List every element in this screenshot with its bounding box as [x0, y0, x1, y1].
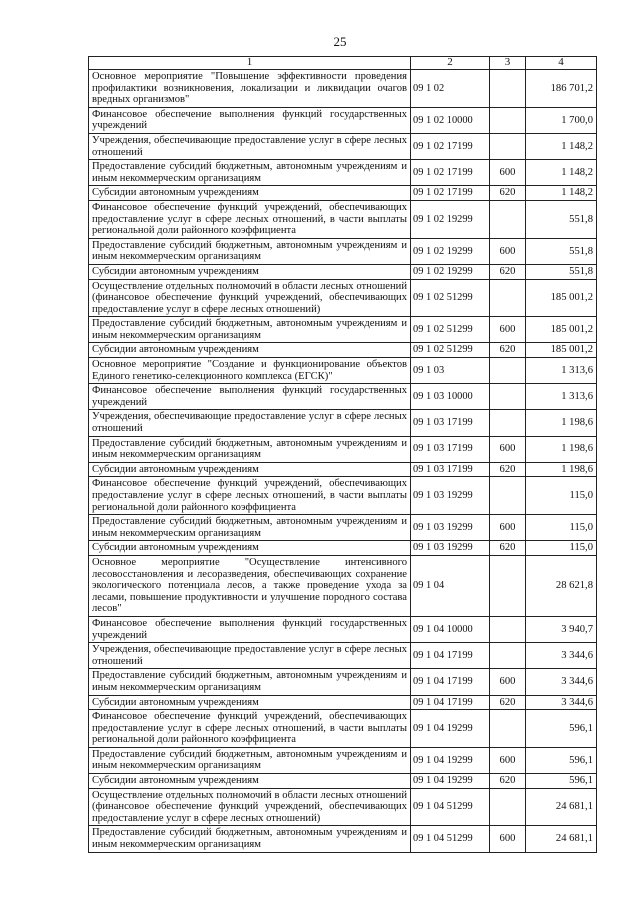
table-row	[89, 264, 597, 279]
row-description: Предоставление субсидий бюджетным, автономным учреждениям и иным некоммерческим организациям	[89, 515, 411, 541]
row-amount: 596,1	[526, 710, 597, 748]
row-code: 09 1 04 19299	[411, 774, 490, 789]
row-code: 09 1 03 19299	[411, 515, 490, 541]
table-row	[89, 317, 597, 343]
row-code: 09 1 02 51299	[411, 317, 490, 343]
row-type-code: 600	[490, 317, 526, 343]
row-code: 09 1 03 17199	[411, 462, 490, 477]
row-description: Учреждения, обеспечивающие предоставление услуг в сфере лесных отношений	[89, 133, 411, 159]
row-description: Основное мероприятие "Осуществление интенсивного лесовосстановления и лесоразведения, обеспечивающих сохранение экологического потенциала лесов, а также проведение ухода за лесами, повышение продуктивности и улучшение породного состава лесов"	[89, 555, 411, 616]
row-amount: 551,8	[526, 200, 597, 238]
row-description: Предоставление субсидий бюджетным, автономным учреждениям и иным некоммерческим организациям	[89, 747, 411, 773]
row-description: Осуществление отдельных полномочий в области лесных отношений (финансовое обеспечение функций учреждений, обеспечивающих предоставление услуг в сфере лесных отношений)	[89, 788, 411, 826]
row-description: Учреждения, обеспечивающие предоставление услуг в сфере лесных отношений	[89, 410, 411, 436]
table-row	[89, 107, 597, 133]
row-description: Субсидии автономным учреждениям	[89, 343, 411, 358]
table-body	[89, 70, 597, 853]
table-row	[89, 200, 597, 238]
row-description: Финансовое обеспечение функций учреждений, обеспечивающих предоставление услуг в сфере лесных отношений, в части выплаты региональной доли районного коэффициента	[89, 477, 411, 515]
table-row	[89, 238, 597, 264]
row-description: Субсидии автономным учреждениям	[89, 541, 411, 556]
row-type-code: 620	[490, 264, 526, 279]
row-type-code	[490, 710, 526, 748]
budget-table	[88, 56, 597, 853]
table-row	[89, 555, 597, 616]
table-row	[89, 358, 597, 384]
row-amount: 115,0	[526, 515, 597, 541]
row-code: 09 1 02 17199	[411, 133, 490, 159]
header-col-4: 4	[526, 57, 597, 70]
table-row	[89, 747, 597, 773]
table-header	[89, 57, 597, 70]
row-code: 09 1 03 19299	[411, 477, 490, 515]
row-type-code	[490, 133, 526, 159]
table-row	[89, 436, 597, 462]
row-amount: 185 001,2	[526, 279, 597, 317]
row-amount: 1 198,6	[526, 436, 597, 462]
row-amount: 24 681,1	[526, 826, 597, 852]
row-amount: 1 313,6	[526, 384, 597, 410]
header-col-2: 2	[411, 57, 490, 70]
row-amount: 185 001,2	[526, 343, 597, 358]
row-amount: 115,0	[526, 541, 597, 556]
row-amount: 551,8	[526, 238, 597, 264]
row-code: 09 1 03 17199	[411, 436, 490, 462]
row-description: Субсидии автономным учреждениям	[89, 264, 411, 279]
row-amount: 1 148,2	[526, 133, 597, 159]
row-amount: 596,1	[526, 774, 597, 789]
row-amount: 1 198,6	[526, 462, 597, 477]
row-description: Основное мероприятие "Создание и функционирование объектов Единого генетико-селекционного комплекса (ЕГСК)"	[89, 358, 411, 384]
row-code: 09 1 02 19299	[411, 264, 490, 279]
table-row	[89, 515, 597, 541]
row-amount: 3 344,6	[526, 669, 597, 695]
table-row	[89, 186, 597, 201]
row-type-code	[490, 477, 526, 515]
row-code: 09 1 03 10000	[411, 384, 490, 410]
row-type-code: 600	[490, 160, 526, 186]
row-code: 09 1 04 19299	[411, 747, 490, 773]
header-col-1: 1	[89, 57, 411, 70]
row-type-code	[490, 643, 526, 669]
table-row	[89, 410, 597, 436]
row-type-code: 620	[490, 343, 526, 358]
row-code: 09 1 02 51299	[411, 343, 490, 358]
row-description: Предоставление субсидий бюджетным, автономным учреждениям и иным некоммерческим организациям	[89, 436, 411, 462]
row-code: 09 1 04 17199	[411, 669, 490, 695]
table-row	[89, 826, 597, 852]
row-description: Предоставление субсидий бюджетным, автономным учреждениям и иным некоммерческим организациям	[89, 826, 411, 852]
row-code: 09 1 02 19299	[411, 200, 490, 238]
row-description: Финансовое обеспечение выполнения функций государственных учреждений	[89, 616, 411, 642]
row-code: 09 1 03 19299	[411, 541, 490, 556]
row-code: 09 1 04 17199	[411, 643, 490, 669]
row-description: Основное мероприятие "Повышение эффективности проведения профилактики возникновения, локализации и ликвидации очагов вредных организмов"	[89, 70, 411, 108]
row-code: 09 1 02	[411, 70, 490, 108]
row-type-code: 620	[490, 774, 526, 789]
row-type-code: 600	[490, 515, 526, 541]
row-code: 09 1 04 51299	[411, 826, 490, 852]
row-amount: 1 148,2	[526, 186, 597, 201]
table-row	[89, 774, 597, 789]
row-type-code	[490, 70, 526, 108]
row-amount: 28 621,8	[526, 555, 597, 616]
row-type-code	[490, 410, 526, 436]
row-code: 09 1 04 17199	[411, 695, 490, 710]
row-description: Предоставление субсидий бюджетным, автономным учреждениям и иным некоммерческим организациям	[89, 317, 411, 343]
row-amount: 185 001,2	[526, 317, 597, 343]
row-type-code	[490, 616, 526, 642]
row-description: Субсидии автономным учреждениям	[89, 695, 411, 710]
row-description: Финансовое обеспечение выполнения функций государственных учреждений	[89, 107, 411, 133]
row-code: 09 1 02 19299	[411, 238, 490, 264]
table-row	[89, 695, 597, 710]
row-amount: 3 940,7	[526, 616, 597, 642]
row-code: 09 1 02 51299	[411, 279, 490, 317]
row-type-code	[490, 384, 526, 410]
row-description: Финансовое обеспечение функций учреждений, обеспечивающих предоставление услуг в сфере лесных отношений, в части выплаты региональной доли районного коэффициента	[89, 200, 411, 238]
row-amount: 115,0	[526, 477, 597, 515]
table-row	[89, 541, 597, 556]
row-description: Предоставление субсидий бюджетным, автономным учреждениям и иным некоммерческим организациям	[89, 160, 411, 186]
row-amount: 551,8	[526, 264, 597, 279]
row-amount: 1 313,6	[526, 358, 597, 384]
row-amount: 1 148,2	[526, 160, 597, 186]
table-row	[89, 384, 597, 410]
row-code: 09 1 04 19299	[411, 710, 490, 748]
row-code: 09 1 04	[411, 555, 490, 616]
table-row	[89, 343, 597, 358]
row-code: 09 1 04 51299	[411, 788, 490, 826]
table-row	[89, 160, 597, 186]
row-type-code	[490, 107, 526, 133]
row-amount: 3 344,6	[526, 643, 597, 669]
row-type-code	[490, 788, 526, 826]
row-description: Учреждения, обеспечивающие предоставление услуг в сфере лесных отношений	[89, 643, 411, 669]
row-description: Финансовое обеспечение функций учреждений, обеспечивающих предоставление услуг в сфере лесных отношений, в части выплаты региональной доли районного коэффициента	[89, 710, 411, 748]
table-row	[89, 279, 597, 317]
row-amount: 24 681,1	[526, 788, 597, 826]
row-type-code	[490, 200, 526, 238]
row-description: Субсидии автономным учреждениям	[89, 186, 411, 201]
table-row	[89, 643, 597, 669]
row-type-code: 600	[490, 436, 526, 462]
table-row	[89, 616, 597, 642]
row-description: Субсидии автономным учреждениям	[89, 774, 411, 789]
row-description: Субсидии автономным учреждениям	[89, 462, 411, 477]
row-code: 09 1 04 10000	[411, 616, 490, 642]
row-type-code: 600	[490, 747, 526, 773]
row-code: 09 1 03	[411, 358, 490, 384]
row-type-code: 600	[490, 826, 526, 852]
row-type-code	[490, 279, 526, 317]
table-row	[89, 477, 597, 515]
row-type-code	[490, 358, 526, 384]
row-type-code: 620	[490, 462, 526, 477]
table-row	[89, 710, 597, 748]
row-amount: 596,1	[526, 747, 597, 773]
table-row	[89, 70, 597, 108]
row-type-code: 600	[490, 238, 526, 264]
page-number: 25	[333, 34, 347, 49]
row-description: Финансовое обеспечение выполнения функций государственных учреждений	[89, 384, 411, 410]
row-description: Предоставление субсидий бюджетным, автономным учреждениям и иным некоммерческим организациям	[89, 669, 411, 695]
row-amount: 1 198,6	[526, 410, 597, 436]
row-amount: 1 700,0	[526, 107, 597, 133]
header-col-3: 3	[490, 57, 526, 70]
table-row	[89, 788, 597, 826]
row-type-code: 620	[490, 695, 526, 710]
row-code: 09 1 02 17199	[411, 160, 490, 186]
table-row	[89, 462, 597, 477]
row-description: Предоставление субсидий бюджетным, автономным учреждениям и иным некоммерческим организациям	[89, 238, 411, 264]
row-amount: 3 344,6	[526, 695, 597, 710]
row-description: Осуществление отдельных полномочий в области лесных отношений (финансовое обеспечение функций учреждений, обеспечивающих предоставление услуг в сфере лесных отношений)	[89, 279, 411, 317]
row-code: 09 1 02 10000	[411, 107, 490, 133]
row-amount: 186 701,2	[526, 70, 597, 108]
row-code: 09 1 02 17199	[411, 186, 490, 201]
table-row	[89, 669, 597, 695]
row-type-code: 620	[490, 186, 526, 201]
row-type-code	[490, 555, 526, 616]
row-type-code: 600	[490, 669, 526, 695]
row-type-code: 620	[490, 541, 526, 556]
header-row	[89, 57, 597, 70]
table-row	[89, 133, 597, 159]
row-code: 09 1 03 17199	[411, 410, 490, 436]
